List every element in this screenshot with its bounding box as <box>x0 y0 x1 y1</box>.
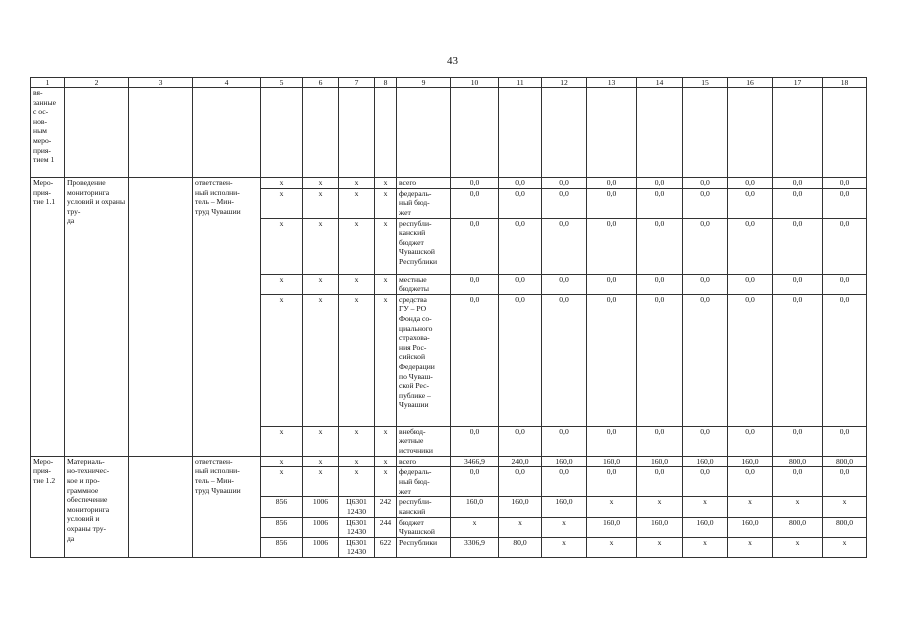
responsible-executor: ответствен- ный исполни- тель – Мин- труд Чувашии <box>193 456 261 557</box>
section-code: х <box>303 467 339 497</box>
expense-type: х <box>375 467 397 497</box>
year-amount: 80,0 <box>499 537 542 557</box>
year-amount: 0,0 <box>637 426 683 456</box>
empty-cell <box>261 88 303 178</box>
year-amount: 0,0 <box>637 274 683 294</box>
year-amount: 0,0 <box>773 467 823 497</box>
section-code: х <box>303 178 339 189</box>
year-amount: х <box>451 517 499 537</box>
expense-type: х <box>375 218 397 274</box>
year-amount: х <box>587 497 637 517</box>
header-row <box>31 78 867 88</box>
funding-source: бюджет Чувашской <box>397 517 451 537</box>
section-code: 1006 <box>303 497 339 517</box>
year-amount: 0,0 <box>823 426 867 456</box>
budget-table <box>30 77 867 558</box>
year-amount: 0,0 <box>773 178 823 189</box>
page-number: 43 <box>447 55 458 67</box>
section-code: х <box>303 274 339 294</box>
funding-source: федераль- ный бюд- жет <box>397 467 451 497</box>
year-amount: 160,0 <box>499 497 542 517</box>
activity-name: Проведение мониторинга условий и охраны тру- да <box>65 178 129 457</box>
grbs-code: х <box>261 178 303 189</box>
empty-cell <box>65 88 129 178</box>
year-amount: 0,0 <box>823 467 867 497</box>
year-amount: 0,0 <box>542 188 587 218</box>
grbs-code: х <box>261 456 303 467</box>
column-header: 13 <box>587 78 637 88</box>
expense-type: х <box>375 178 397 189</box>
table-row <box>31 456 867 467</box>
empty-cell <box>499 88 542 178</box>
year-amount: 160,0 <box>637 456 683 467</box>
year-amount: 0,0 <box>451 274 499 294</box>
empty-cell <box>129 178 193 457</box>
year-amount: 0,0 <box>637 178 683 189</box>
year-amount: 3466,9 <box>451 456 499 467</box>
empty-cell <box>339 88 375 178</box>
year-amount: 0,0 <box>683 178 728 189</box>
funding-source: федераль- ный бюд- жет <box>397 188 451 218</box>
funding-source: республи- канский <box>397 497 451 517</box>
year-amount: 0,0 <box>728 426 773 456</box>
expense-type: 622 <box>375 537 397 557</box>
year-amount: 0,0 <box>542 274 587 294</box>
year-amount: 0,0 <box>451 294 499 426</box>
target-article: х <box>339 178 375 189</box>
year-amount: х <box>542 517 587 537</box>
funding-source: республи- канский бюджет Чувашской Республики <box>397 218 451 274</box>
grbs-code: х <box>261 294 303 426</box>
year-amount: 0,0 <box>542 218 587 274</box>
target-article: х <box>339 456 375 467</box>
grbs-code: 856 <box>261 517 303 537</box>
empty-cell <box>397 88 451 178</box>
table-row <box>31 178 867 189</box>
year-amount: 0,0 <box>587 218 637 274</box>
column-header: 6 <box>303 78 339 88</box>
year-amount: 0,0 <box>499 218 542 274</box>
year-amount: 0,0 <box>499 294 542 426</box>
year-amount: 800,0 <box>823 517 867 537</box>
year-amount: 0,0 <box>823 274 867 294</box>
year-amount: 0,0 <box>683 467 728 497</box>
target-article: х <box>339 188 375 218</box>
funding-source: всего <box>397 456 451 467</box>
target-article: х <box>339 274 375 294</box>
year-amount: 0,0 <box>683 188 728 218</box>
continuation-text: вя- занные с ос- нов- ным меро- прия- тием 1 <box>31 88 65 178</box>
year-amount: 0,0 <box>587 178 637 189</box>
year-amount: 0,0 <box>637 294 683 426</box>
funding-source: всего <box>397 178 451 189</box>
year-amount: 0,0 <box>683 426 728 456</box>
funding-source: Республики <box>397 537 451 557</box>
empty-cell <box>129 88 193 178</box>
year-amount: 0,0 <box>728 274 773 294</box>
year-amount: 800,0 <box>823 456 867 467</box>
year-amount: 0,0 <box>728 188 773 218</box>
column-header: 17 <box>773 78 823 88</box>
year-amount: 160,0 <box>587 456 637 467</box>
target-article: х <box>339 467 375 497</box>
empty-cell <box>637 88 683 178</box>
year-amount: 0,0 <box>451 218 499 274</box>
year-amount: х <box>499 517 542 537</box>
target-article: х <box>339 426 375 456</box>
expense-type: х <box>375 188 397 218</box>
year-amount: 0,0 <box>499 178 542 189</box>
expense-type: х <box>375 456 397 467</box>
grbs-code: х <box>261 426 303 456</box>
year-amount: 0,0 <box>499 188 542 218</box>
year-amount: 0,0 <box>587 426 637 456</box>
year-amount: 800,0 <box>773 517 823 537</box>
year-amount: х <box>728 497 773 517</box>
year-amount: 160,0 <box>728 517 773 537</box>
year-amount: 0,0 <box>542 294 587 426</box>
empty-cell <box>728 88 773 178</box>
year-amount: 0,0 <box>773 294 823 426</box>
empty-cell <box>773 88 823 178</box>
column-header: 2 <box>65 78 129 88</box>
year-amount: х <box>728 537 773 557</box>
activity-name: Материаль- но-техничес- кое и про- граммное обеспечение мониторинга условий и охраны тру- да <box>65 456 129 557</box>
grbs-code: х <box>261 218 303 274</box>
year-amount: 160,0 <box>542 456 587 467</box>
grbs-code: х <box>261 188 303 218</box>
section-code: х <box>303 218 339 274</box>
section-code: х <box>303 456 339 467</box>
section-code: х <box>303 294 339 426</box>
empty-cell <box>451 88 499 178</box>
empty-cell <box>193 88 261 178</box>
year-amount: 160,0 <box>451 497 499 517</box>
year-amount: 0,0 <box>542 426 587 456</box>
column-header: 14 <box>637 78 683 88</box>
year-amount: 0,0 <box>728 467 773 497</box>
column-header: 18 <box>823 78 867 88</box>
year-amount: х <box>823 497 867 517</box>
year-amount: 0,0 <box>773 426 823 456</box>
column-header: 7 <box>339 78 375 88</box>
year-amount: 3306,9 <box>451 537 499 557</box>
year-amount: 0,0 <box>499 467 542 497</box>
funding-source: внебюд- жетные источники <box>397 426 451 456</box>
target-article: Ц6301 12430 <box>339 517 375 537</box>
year-amount: 0,0 <box>587 274 637 294</box>
year-amount: х <box>683 497 728 517</box>
expense-type: х <box>375 426 397 456</box>
column-header: 15 <box>683 78 728 88</box>
year-amount: 800,0 <box>773 456 823 467</box>
responsible-executor: ответствен- ный исполни- тель – Мин- труд Чувашии <box>193 178 261 457</box>
section-code: х <box>303 426 339 456</box>
year-amount: х <box>683 537 728 557</box>
target-article: х <box>339 218 375 274</box>
year-amount: 0,0 <box>773 274 823 294</box>
section-code: х <box>303 188 339 218</box>
year-amount: 160,0 <box>587 517 637 537</box>
year-amount: 0,0 <box>728 178 773 189</box>
year-amount: 0,0 <box>451 426 499 456</box>
empty-cell <box>129 456 193 557</box>
year-amount: 0,0 <box>637 188 683 218</box>
activity-code: Меро- прия- тие 1.2 <box>31 456 65 557</box>
funding-source: местные бюджеты <box>397 274 451 294</box>
year-amount: 0,0 <box>683 218 728 274</box>
empty-cell <box>303 88 339 178</box>
empty-cell <box>683 88 728 178</box>
year-amount: х <box>773 497 823 517</box>
section-code: 1006 <box>303 517 339 537</box>
year-amount: 160,0 <box>542 497 587 517</box>
year-amount: 0,0 <box>728 218 773 274</box>
column-header: 9 <box>397 78 451 88</box>
expense-type: х <box>375 294 397 426</box>
grbs-code: 856 <box>261 537 303 557</box>
year-amount: 0,0 <box>587 467 637 497</box>
year-amount: 0,0 <box>451 467 499 497</box>
grbs-code: 856 <box>261 497 303 517</box>
year-amount: 0,0 <box>823 188 867 218</box>
year-amount: 0,0 <box>823 218 867 274</box>
year-amount: 0,0 <box>499 426 542 456</box>
year-amount: 0,0 <box>637 218 683 274</box>
year-amount: х <box>542 537 587 557</box>
year-amount: 0,0 <box>773 188 823 218</box>
year-amount: 0,0 <box>542 178 587 189</box>
column-header: 5 <box>261 78 303 88</box>
empty-cell <box>375 88 397 178</box>
year-amount: х <box>637 537 683 557</box>
year-amount: 0,0 <box>728 294 773 426</box>
expense-type: 242 <box>375 497 397 517</box>
column-header: 11 <box>499 78 542 88</box>
expense-type: 244 <box>375 517 397 537</box>
year-amount: 0,0 <box>451 178 499 189</box>
year-amount: х <box>637 497 683 517</box>
activity-code: Меро- прия- тие 1.1 <box>31 178 65 457</box>
target-article: Ц6301 12430 <box>339 537 375 557</box>
column-header: 12 <box>542 78 587 88</box>
funding-source: средства ГУ – РО Фонда со- циального страхова- ния Рос- сийской Федерации по Чуваш- ской Рес- публике – Чувашии <box>397 294 451 426</box>
year-amount: 160,0 <box>637 517 683 537</box>
year-amount: х <box>587 537 637 557</box>
year-amount: х <box>773 537 823 557</box>
column-header: 3 <box>129 78 193 88</box>
year-amount: 160,0 <box>728 456 773 467</box>
empty-cell <box>542 88 587 178</box>
continuation-row <box>31 88 867 178</box>
year-amount: 0,0 <box>587 188 637 218</box>
target-article: Ц6301 12430 <box>339 497 375 517</box>
year-amount: 0,0 <box>542 467 587 497</box>
grbs-code: х <box>261 467 303 497</box>
empty-cell <box>587 88 637 178</box>
year-amount: 0,0 <box>773 218 823 274</box>
year-amount: 0,0 <box>451 188 499 218</box>
column-header: 1 <box>31 78 65 88</box>
year-amount: х <box>823 537 867 557</box>
expense-type: х <box>375 274 397 294</box>
year-amount: 160,0 <box>683 456 728 467</box>
year-amount: 0,0 <box>823 178 867 189</box>
year-amount: 0,0 <box>683 274 728 294</box>
column-header: 8 <box>375 78 397 88</box>
empty-cell <box>823 88 867 178</box>
section-code: 1006 <box>303 537 339 557</box>
column-header: 10 <box>451 78 499 88</box>
column-header: 16 <box>728 78 773 88</box>
year-amount: 0,0 <box>499 274 542 294</box>
year-amount: 0,0 <box>683 294 728 426</box>
year-amount: 160,0 <box>683 517 728 537</box>
target-article: х <box>339 294 375 426</box>
year-amount: 0,0 <box>637 467 683 497</box>
year-amount: 240,0 <box>499 456 542 467</box>
year-amount: 0,0 <box>823 294 867 426</box>
column-header: 4 <box>193 78 261 88</box>
grbs-code: х <box>261 274 303 294</box>
year-amount: 0,0 <box>587 294 637 426</box>
